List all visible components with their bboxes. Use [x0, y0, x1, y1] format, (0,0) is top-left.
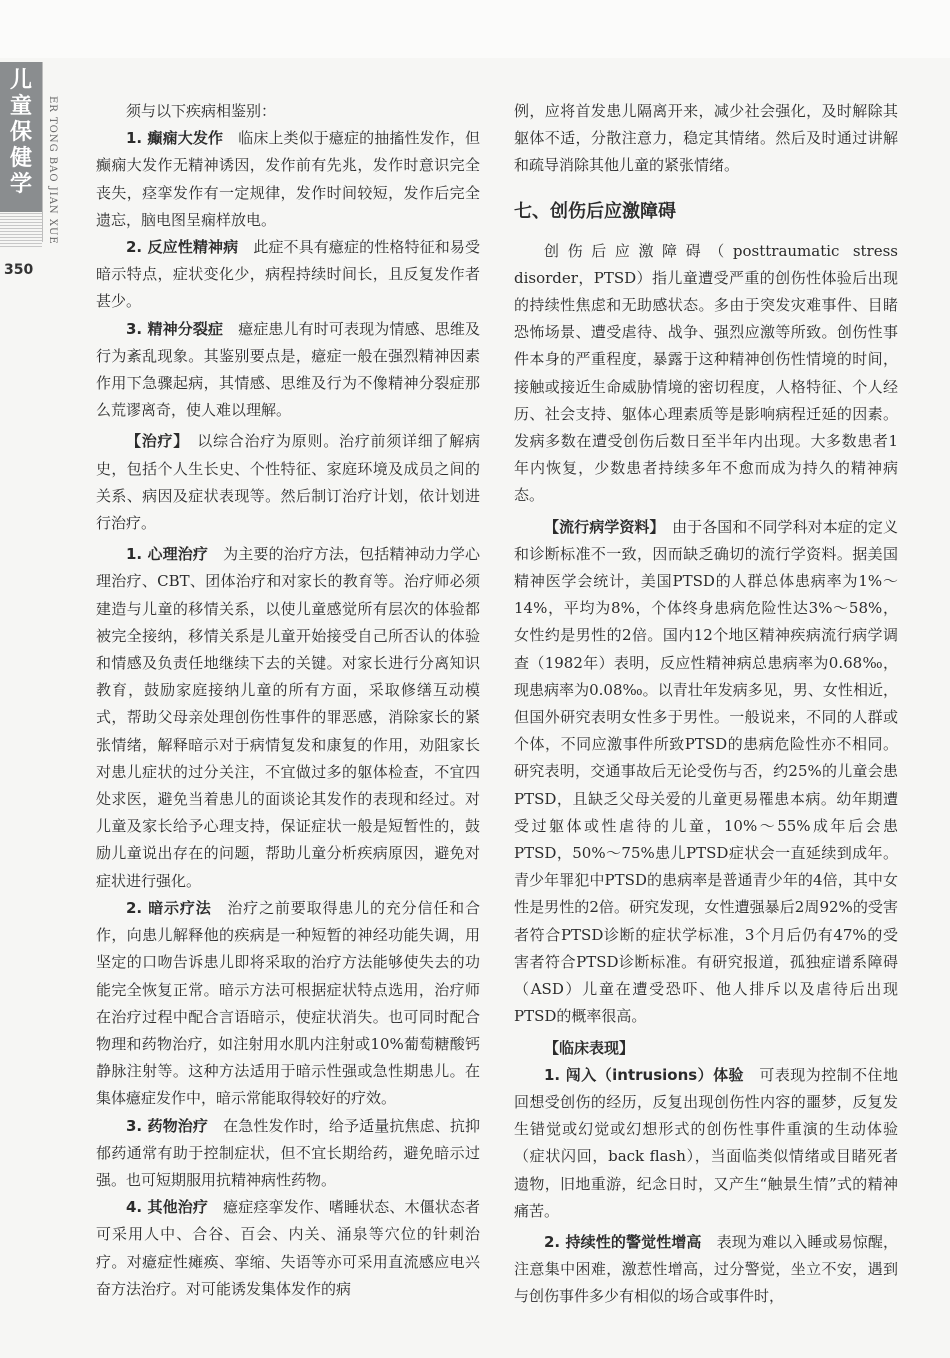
paragraph-text: 表现为难以入睡或易惊醒，注意集中困难，激惹性增高，过分警觉，坐立不安，遇到与创伤事件多少有相似的场合或事件时， [514, 1232, 898, 1306]
paragraph-text: 在急性发作时，给予适量抗焦虑、抗抑郁药通常有助于控制症状，但不宜长期给药，避免暗示过强。也可短期服用抗精神病性药物。 [96, 1116, 480, 1189]
paragraph [96, 125, 480, 234]
paragraph-text: 可表现为控制不住地回想受创伤的经历，反复出现创伤性内容的噩梦，反复发生错觉或幻觉或幻想形式的创伤性事件重演的生动体验（症状闪回，back flash），当面临类似情绪或目睹死者遗物，旧地重游，纪念日时，又产生“触景生情”式的精神痛苦。 [514, 1065, 898, 1220]
paragraph-text: 癔症患儿有时可表现为情感、思维及行为紊乱现象。其鉴别要点是，癔症一般在强烈精神因素作用下急骤起病，其情感、思维及行为不像精神分裂症那么荒谬离奇，使人难以理解。 [96, 319, 480, 420]
paragraph-heading: 1. 闯入（intrusions）体验 [544, 1065, 744, 1084]
paragraph-text: 以综合治疗为原则。治疗前须详细了解病史，包括个人生长史、个性特征、家庭环境及成员之间的关系、病因及症状表现等。然后制订治疗计划，依计划进行治疗。 [96, 432, 480, 533]
paragraph-text: 为主要的治疗方法，包括精神动力学心理治疗、CBT、团体治疗和对家长的教育等。治疗师必须建造与儿童的移情关系，以使儿童感觉所有层次的体验都被完全接纳，移情关系是儿童开始接受自己所否认的体验和情感及负责任地继续下去的关键。对家长进行分离知识教育，鼓励家庭接纳儿童的所有方面，采取修缮互动模式，帮助父母亲处理创伤性事件的罪恶感，消除家长的紧张情绪，解释暗示对于病情复发和康复的作用，劝阻家长对患儿症状的过分关注，不宜做过多的躯体检查，不宜四处求医，避免当着患儿的面谈论其发作的表现和经过。对儿童及家长给予心理支持，保证症状一般是短暂性的，鼓励儿童说出存在的问题，帮助儿童分析疾病原因，避免对症状进行强化。 [96, 545, 480, 890]
right-column [514, 98, 898, 1311]
running-head-tab [0, 62, 42, 212]
paragraph-heading: 【治疗】 [126, 432, 182, 451]
paragraph [514, 514, 898, 1031]
paragraph-text: 创伤后应激障碍（posttraumatic stress disorder，PTSD）指儿童遭受严重的创伤性体验后出现的持续性焦虑和无助感状态。多由于突发灾难事件、目睹恐怖场景、遭受虐待、战争、强烈应激等所致。创伤性事件本身的严重程度，暴露于这种精神创伤性情境的时间，接触或接近生命威胁情境的密切程度，人格特征、个人经历、社会支持、躯体心理素质等是影响病程迁延的因素。发病多数在遭受创伤后数日至半年内出现。大多数患者1年内恢复，少数患者持续多年不愈而成为持久的精神病态。 [514, 241, 898, 505]
running-head-rule [42, 62, 43, 242]
paragraph [96, 316, 480, 425]
paragraph-continuation: 例，应将首发患儿隔离开来，减少社会强化，及时解除其躯体不适，分散注意力，稳定其情绪。然后及时通过讲解和疏导消除其他儿童的紧张情绪。 [514, 102, 898, 175]
paragraph [96, 1194, 480, 1303]
paragraph [96, 1113, 480, 1195]
page-number: 350 [4, 262, 34, 278]
paragraph-text: 由于各国和不同学科对本症的定义和诊断标准不一致，因而缺乏确切的流行学资料。据美国精神医学会统计，美国PTSD的人群总体患病率为1%～14%，平均为8%，个体终身患病危险性达3%～58%，女性约是男性的2倍。国内12个地区精神疾病流行病学调查（1982年）表明，反应性精神病总患病率为0.68‰，现患病率为0.08‰。以青壮年发病多见，男、女性相近，但国外研究表明女性多于男性。一般说来，不同的人群或个体，不同应激事件所致PTSD的患病危险性亦不相同。研究表明，交通事故后无论受伤与否，约25%的儿童会患PTSD，且缺乏父母关爱的儿童更易罹患本病。幼年期遭受过躯体或性虐待的儿童，10%～55%成年后会患PTSD，50%～75%患儿PTSD症状会一直延续到成年。青少年罪犯中PTSD的患病率是普通青少年的4倍，其中女性是男性的2倍。研究发现，女性遭强暴后2周92%的受害者符合PTSD诊断的症状学标准，3个月后仍有47%的受害者符合PTSD诊断标准。有研究报道，孤独症谱系障碍（ASD）儿童在遭受恐吓、他人排斥以及虐待后出现PTSD的概率很高。 [514, 517, 898, 1026]
paragraph-text: 须与以下疾病相鉴别： [126, 102, 277, 120]
section-title: 七、创伤后应激障碍 [514, 200, 676, 222]
paragraph-heading: 3. 药物治疗 [126, 1116, 208, 1135]
paragraph-text: 临床上类似于癔症的抽搐性发作，但癫痫大发作无精神诱因，发作前有先兆，发作时意识完全丧失，痉挛发作有一定规律，发作时间较短，发作后完全遗忘，脑电图呈痫样放电。 [96, 129, 480, 229]
paragraph-heading: 【临床表现】 [544, 1038, 635, 1057]
paragraph [514, 1062, 898, 1225]
paragraph [514, 238, 898, 510]
paragraph-heading: 【流行病学资料】 [544, 517, 658, 536]
paragraph [96, 541, 480, 895]
paragraph-heading: 2. 持续性的警觉性增高 [544, 1232, 702, 1251]
paragraph-text: 此症不具有癔症的性格特征和易受暗示特点，症状变化少，病程持续时间长，且反复发作者甚少。 [96, 238, 480, 311]
paragraph [514, 1229, 898, 1311]
running-head-hatch [0, 212, 42, 247]
paragraph-heading: 3. 精神分裂症 [126, 319, 224, 338]
paragraph [96, 98, 480, 125]
paragraph-heading: 1. 癫痫大发作 [126, 129, 224, 148]
running-head-pinyin: ER TONG BAO JIAN XUE [47, 96, 58, 245]
top-margin-band [0, 0, 950, 58]
paragraph-text: 癔症痉挛发作、嗜睡状态、木僵状态者可采用人中、合谷、百会、内关、涌泉等穴位的针刺治疗。对癔症性瘫痪、挛缩、失语等亦可采用直流感应电兴奋方法治疗。对可能诱发集体发作的病 [96, 1198, 480, 1298]
paragraph-text: 治疗之前要取得患儿的充分信任和合作，向患儿解释他的疾病是一种短暂的神经功能失调，用坚定的口吻告诉患儿即将采取的治疗方法能够使失去的功能完全恢复正常。暗示方法可根据症状特点选用，治疗师在治疗过程中配合言语暗示，使症状消失。也可同时配合物理和药物治疗，如注射用水肌内注射或10%葡萄糖酸钙静脉注射等。这种方法适用于暗示性强或急性期患儿。在集体癔症发作中，暗示常能取得较好的疗效。 [96, 898, 480, 1108]
left-column [96, 98, 480, 1303]
paragraph [96, 234, 480, 316]
paragraph-heading: 2. 反应性精神病 [126, 238, 239, 257]
running-head-title: 儿童保健学 [9, 68, 32, 197]
paragraph-heading: 1. 心理治疗 [126, 545, 208, 564]
paragraph [96, 895, 480, 1113]
paragraph [514, 1035, 898, 1062]
paragraph-heading: 4. 其他治疗 [126, 1198, 208, 1217]
paragraph [96, 428, 480, 537]
paragraph-heading: 2. 暗示疗法 [126, 898, 212, 917]
